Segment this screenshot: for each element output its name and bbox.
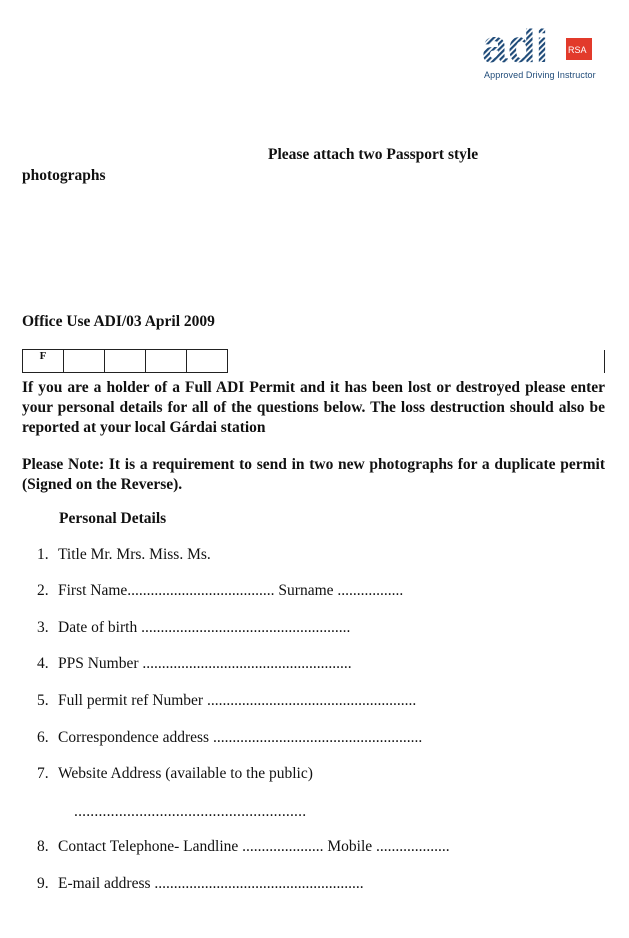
logo-tagline: Approved Driving Instructor xyxy=(484,70,596,80)
question-text: Title Mr. Mrs. Miss. Ms. xyxy=(58,546,211,563)
question-number: 2. xyxy=(37,582,49,599)
question-permit-ref[interactable] xyxy=(37,692,416,710)
office-box-1[interactable]: F xyxy=(23,350,64,373)
question-number: 5. xyxy=(37,692,49,709)
question-correspondence-address[interactable] xyxy=(37,729,422,747)
website-answer-line[interactable]: ......................................................... xyxy=(74,803,307,820)
question-telephone[interactable] xyxy=(37,838,450,856)
question-text: PPS Number ...................................................... xyxy=(58,655,352,672)
divider-mark xyxy=(604,350,605,373)
office-box-2[interactable] xyxy=(64,350,105,373)
question-number: 6. xyxy=(37,729,49,746)
question-number: 3. xyxy=(37,619,49,636)
question-name[interactable] xyxy=(37,582,403,600)
question-number: 4. xyxy=(37,655,49,672)
office-box-3[interactable] xyxy=(105,350,146,373)
question-number: 1. xyxy=(37,546,49,563)
question-number: 8. xyxy=(37,838,49,855)
adi-logo-graphic xyxy=(482,14,602,74)
question-email[interactable] xyxy=(37,875,364,893)
office-use-boxes xyxy=(22,349,228,373)
question-website[interactable] xyxy=(37,765,313,783)
question-pps-number[interactable] xyxy=(37,655,352,673)
question-text: Full permit ref Number ...................................................... xyxy=(58,692,417,709)
note-paragraph: Please Note: It is a requirement to send in two new photographs for a duplicate permit (Signed on the Reverse). xyxy=(22,456,605,493)
question-text: Date of birth ...................................................... xyxy=(58,619,351,636)
question-number: 7. xyxy=(37,765,49,782)
photo-instruction-line2: photographs xyxy=(22,167,106,184)
question-title[interactable] xyxy=(37,546,211,564)
office-box-4[interactable] xyxy=(146,350,187,373)
section-title: Personal Details xyxy=(59,510,167,527)
question-text: First Name...................................... Surname ................. xyxy=(58,582,404,599)
question-text: E-mail address ...................................................... xyxy=(58,875,364,892)
office-use-label: Office Use ADI/03 April 2009 xyxy=(22,313,215,330)
intro-paragraph: If you are a holder of a Full ADI Permit and it has been lost or destroyed please enter your personal details for all of the questions below. The loss destruction should also be reported at your local Gárdai station xyxy=(22,379,605,436)
logo-badge-text: RSA xyxy=(568,45,587,55)
question-text: Contact Telephone- Landline ..................... Mobile ................... xyxy=(58,838,450,855)
question-number: 9. xyxy=(37,875,49,892)
photo-instruction-line1: Please attach two Passport style xyxy=(268,146,479,163)
question-text: Website Address (available to the public) xyxy=(58,765,313,782)
office-box-5[interactable] xyxy=(187,350,228,373)
question-text: Correspondence address ...................................................... xyxy=(58,729,423,746)
question-date-of-birth[interactable] xyxy=(37,619,350,637)
logo-brand-text: adi xyxy=(482,20,549,72)
